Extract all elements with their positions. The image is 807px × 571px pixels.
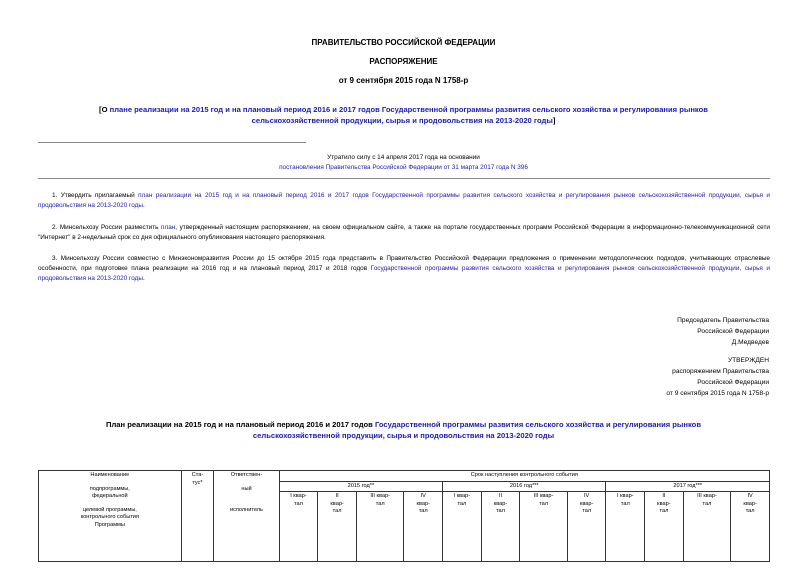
q2-l2: квар- [493, 500, 508, 507]
header-year-2016: 2016 год*** [443, 481, 606, 492]
header-name-l5: контрольного события [80, 514, 139, 520]
header-name-l1: Наименование [90, 472, 130, 478]
q3-l2: тал [539, 500, 549, 507]
paragraph-1 [38, 191, 770, 211]
repeal-notice-line1: Утратило силу с 14 апреля 2017 года на основании [327, 154, 480, 161]
q2-l1: II [662, 493, 666, 499]
government-heading: ПРАВИТЕЛЬСТВО РОССИЙСКОЙ ФЕДЕРАЦИИ [311, 38, 496, 47]
header-name-l4: целевой программы, [82, 506, 137, 513]
paragraph-1-text: 1. Утвердить прилагаемый [52, 192, 139, 199]
divider-short [38, 142, 306, 143]
q3-l2: тал [702, 500, 712, 507]
quarter-cell [520, 492, 568, 562]
header-name-column [39, 471, 182, 562]
paragraph-1-link[interactable]: план реализации на 2015 год и на плановый период 2016 и 2017 годов Государственной программы развития сельского хозяйства и регулирования рынков сельскохозяйственной продукции, сырья и продовольствия на 2013-2020 годы [38, 192, 770, 209]
q2-l1: II [498, 493, 503, 499]
paragraph-2-link[interactable]: план [161, 224, 176, 231]
paragraph-3-link[interactable]: Государственной программы развития сельского хозяйства и регулирования рынков сельскохозяйственной продукции, сырья и продовольствия на 2013-2020 годы [38, 265, 770, 282]
signature-org: Российской Федерации [697, 328, 769, 335]
title-bracket-open: [ [99, 105, 102, 114]
document-date-number: от 9 сентября 2015 года N 1758-р [338, 76, 469, 85]
q3-l1: III квар- [697, 493, 717, 499]
title-o: О [101, 105, 108, 114]
quarter-cell [356, 492, 404, 562]
header-year-2017: 2017 год*** [606, 481, 770, 492]
paragraph-2-end: , утвержденный настоящим распоряжением, на своем официальном сайте, а также на портале государственных программ Российской Федерации в информационно-телекоммуникационной сети "Интернет" в 2-недельный срок со дня официального опубликования настоящего распоряжения. [38, 224, 770, 241]
q1-l1: I квар- [617, 493, 634, 499]
q4-l2: квар- [579, 500, 594, 507]
header-status-l2: тус* [192, 479, 203, 486]
q1-l1: I квар- [290, 493, 307, 499]
header-resp-l1: Ответствен- [230, 472, 263, 478]
plan-title-link-line2[interactable]: сельскохозяйственной продукции, сырья и продовольствия на 2013-2020 годы [252, 431, 555, 440]
document-title [0, 104, 807, 126]
q4-l3: тал [745, 508, 755, 514]
header-year-2015: 2015 год** [279, 481, 442, 492]
q3-l1: III квар- [370, 493, 390, 499]
q1-l2: тал [294, 500, 303, 507]
approved-label: УТВЕРЖДЕН [727, 357, 769, 364]
q4-l3: тал [418, 508, 428, 514]
header-status-column [181, 471, 214, 562]
quarter-cell [606, 492, 645, 562]
signature-name: Д.Медведев [731, 339, 769, 346]
header-deadline: Срок наступления контрольного события [279, 471, 769, 482]
q2-l3: тал [496, 508, 505, 514]
repeal-notice-link[interactable]: постановления Правительства Российской Федерации от 31 марта 2017 года N 396 [279, 164, 528, 171]
q4-l3: тал [582, 508, 592, 514]
plan-title-link-line1[interactable]: Государственной программы развития сельского хозяйства и регулирования рынков [374, 420, 701, 429]
paragraph-2-text: 2. Минсельхозу России разместить [52, 224, 161, 231]
q2-l3: тал [332, 508, 342, 514]
q4-l2: квар- [743, 500, 757, 507]
quarter-cell [404, 492, 443, 562]
quarter-cell [683, 492, 731, 562]
quarter-cell [443, 492, 482, 562]
header-name-l6: Программы [94, 521, 125, 528]
q1-l2: тал [620, 500, 630, 507]
q2-l1: II [335, 493, 339, 499]
signature-position: Председатель Правительства [677, 317, 769, 324]
header-status-l1: Ста- [191, 472, 204, 478]
quarter-cell [731, 492, 770, 562]
repeal-notice [0, 153, 807, 173]
plan-table [38, 470, 770, 562]
q4-l1: IV [747, 493, 753, 499]
q2-l3: тал [659, 508, 669, 514]
header-resp-l3: исполнитель [229, 507, 263, 513]
title-link-line2[interactable]: сельскохозяйственной продукции, сырья и продовольствия на 2013-2020 годы [251, 116, 553, 125]
q4-l1: IV [584, 493, 590, 499]
q3-l2: тал [375, 500, 385, 507]
q3-l1: III квар- [533, 493, 554, 499]
paragraph-1-end: . [142, 202, 145, 209]
approved-org: Российской Федерации [697, 379, 769, 386]
header-name-l3: федеральной [91, 493, 128, 499]
approval-stamp [666, 355, 769, 399]
divider-long [38, 178, 770, 179]
q4-l1: IV [420, 493, 426, 499]
q2-l2: квар- [657, 500, 671, 507]
q2-l2: квар- [330, 500, 344, 507]
approved-date: от 9 сентября 2015 года N 1758-р [666, 390, 769, 397]
paragraph-3-text: 3. Минсельхозу России совместно с Минэкономразвития России до 15 октября 2015 года представить в Правительство Российской Федерации предложения о применении методологических подходов, учитывающих отраслевые особенности, при подготовке плана реализации на 2016 год и на плановый период 2017 и 2018 годов [38, 255, 770, 272]
quarter-cell [645, 492, 684, 562]
paragraph-3 [38, 254, 770, 284]
header-responsible-column [214, 471, 279, 562]
q1-l2: тал [457, 500, 467, 507]
quarter-cell [279, 492, 318, 562]
q4-l2: квар- [416, 500, 430, 507]
plan-title-text: План реализации на 2015 год и на плановый период 2016 и 2017 годов [106, 420, 375, 429]
plan-title [0, 419, 807, 441]
header-name-l2: подпрограммы, [89, 485, 130, 492]
approved-by: распоряжением Правительства [672, 368, 769, 375]
title-link-line1[interactable]: плане реализации на 2015 год и на плановый период 2016 и 2017 годов Государственной программы развития сельского хозяйства и регулирования рынков [107, 105, 708, 114]
title-bracket-close: ] [552, 116, 556, 125]
paragraph-2 [38, 223, 770, 243]
signature-block [677, 315, 769, 348]
document-type: РАСПОРЯЖЕНИЕ [369, 57, 438, 66]
quarter-cell [481, 492, 520, 562]
paragraph-3-end: . [142, 275, 145, 282]
q1-l1: I квар- [453, 493, 471, 499]
quarter-cell [567, 492, 606, 562]
quarter-cell [318, 492, 357, 562]
header-resp-l2: ный [241, 485, 252, 492]
